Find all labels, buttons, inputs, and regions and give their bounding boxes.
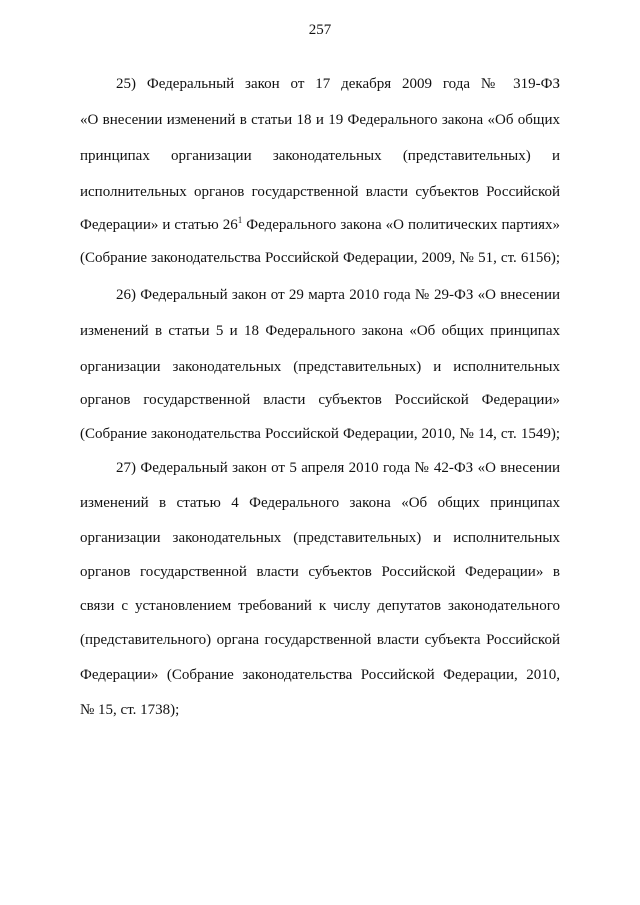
text-line: (Собрание законодательства Российской Федерации, 2010, № 14, ст. 1549); xyxy=(80,426,560,442)
page-number: 257 xyxy=(308,22,332,38)
text-line: организации законодательных (представительных) и исполнительных xyxy=(80,359,560,375)
text-line: связи с установлением требований к числу депутатов законодательного xyxy=(80,598,560,614)
text-line: Федерации» (Собрание законодательства Российской Федерации, 2010, xyxy=(80,667,560,683)
text-line: 25) Федеральный закон от 17 декабря 2009 года № 319-ФЗ xyxy=(116,76,560,92)
text-line: 26) Федеральный закон от 29 марта 2010 года № 29-ФЗ «О внесении xyxy=(116,287,560,303)
text-line: органов государственной власти субъектов Российской Федерации» xyxy=(80,392,560,408)
text-line: принципах организации законодательных (представительных) и xyxy=(80,148,560,164)
text-fragment: Федерального закона «О политических партиях» xyxy=(242,217,560,233)
text-line: № 15, ст. 1738); xyxy=(80,702,180,718)
superscript: 1 xyxy=(237,215,243,225)
text-line: 27) Федеральный закон от 5 апреля 2010 года № 42-ФЗ «О внесении xyxy=(116,460,560,476)
text-line: «О внесении изменений в статьи 18 и 19 Федерального закона «Об общих xyxy=(80,112,560,128)
text-line: (представительного) органа государственной власти субъекта Российской xyxy=(80,632,560,648)
text-line xyxy=(80,217,560,234)
text-line: изменений в статью 4 Федерального закона «Об общих принципах xyxy=(80,495,560,511)
text-fragment: Федерации» и статью 26 xyxy=(80,217,238,233)
text-line: исполнительных органов государственной власти субъектов Российской xyxy=(80,184,560,200)
text-line: (Собрание законодательства Российской Федерации, 2009, № 51, ст. 6156); xyxy=(80,250,560,266)
text-line: органов государственной власти субъектов Российской Федерации» в xyxy=(80,564,560,580)
text-line: изменений в статьи 5 и 18 Федерального закона «Об общих принципах xyxy=(80,323,560,339)
text-line: организации законодательных (представительных) и исполнительных xyxy=(80,530,560,546)
